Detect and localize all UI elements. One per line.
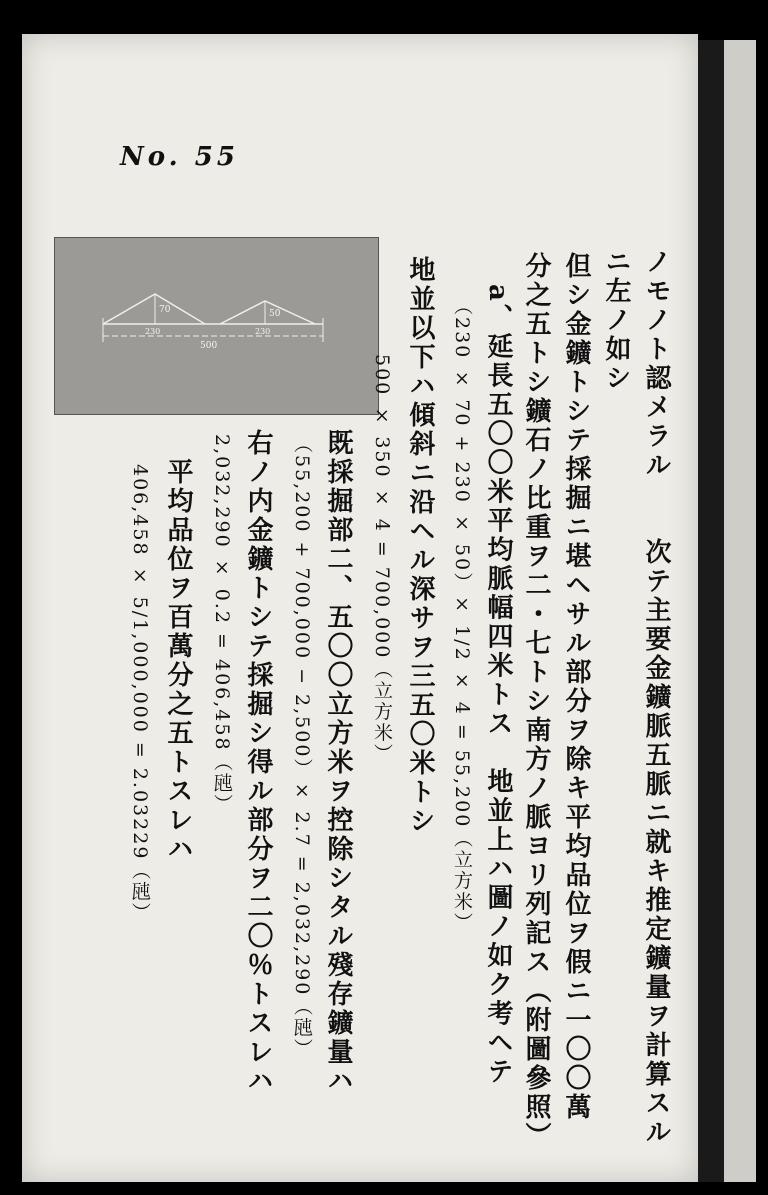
diagram-drawing	[55, 238, 378, 414]
equation-3: （55,200 + 700,000 − 2,500）× 2.7 = 2,032,290（瓲）	[291, 434, 313, 1060]
label-right-height: 50	[269, 309, 281, 319]
text-column-5: a、延長五〇〇米平均脈幅四米トス 地並上ハ圖ノ如ク考ヘテ	[483, 284, 513, 1087]
equation-4: 2,032,290 × 0.2 = 406,458（瓲）	[211, 434, 233, 815]
label-left-width: 230	[145, 327, 161, 336]
book-page	[22, 34, 698, 1182]
text-column-2: ニ左ノ如シ	[601, 248, 631, 393]
text-column-13: 平均品位ヲ百萬分之五トスレハ	[163, 458, 193, 864]
label-right-width: 230	[255, 327, 271, 336]
ore-vein-diagram	[54, 237, 379, 415]
text-column-1: ノモノト認メラル 次テ主要金鑛脈五脈ニ就キ推定鑛量ヲ計算スル	[641, 248, 671, 1147]
label-left-height: 70	[159, 305, 171, 315]
text-column-3: 但シ金鑛トシテ採掘ニ堪ヘサル部分ヲ除キ平均品位ヲ假ニ一〇〇萬	[561, 252, 591, 1122]
text-column-7: 地並以下ハ傾斜ニ沿ヘル深サヲ三五〇米トシ	[405, 256, 435, 836]
label-total: 500	[200, 341, 218, 351]
text-column-4: 分之五トシ鑛石ノ比重ヲ二・七トシ南方ノ脈ヨリ列記ス（附圖參照）	[521, 252, 551, 1151]
text-column-9: 既採掘部二、五〇〇立方米ヲ控除シタル殘存鑛量ハ	[323, 429, 353, 1096]
equation-1: （230 × 70 + 230 × 50）× 1/2 × 4 = 55,200（立方米）	[451, 296, 473, 934]
book-spine	[698, 40, 724, 1182]
equation-2: 500 × 350 × 4 = 700,000（立方米）	[371, 354, 393, 765]
equation-5: 406,458 × 5/1,000,000 = 2.03229（瓲）	[129, 464, 151, 924]
page-number: No. 55	[120, 142, 239, 172]
adjacent-page-edge	[724, 40, 756, 1182]
text-column-11: 右ノ内金鑛トシテ採掘シ得ル部分ヲ二〇％トスレハ	[243, 429, 273, 1096]
